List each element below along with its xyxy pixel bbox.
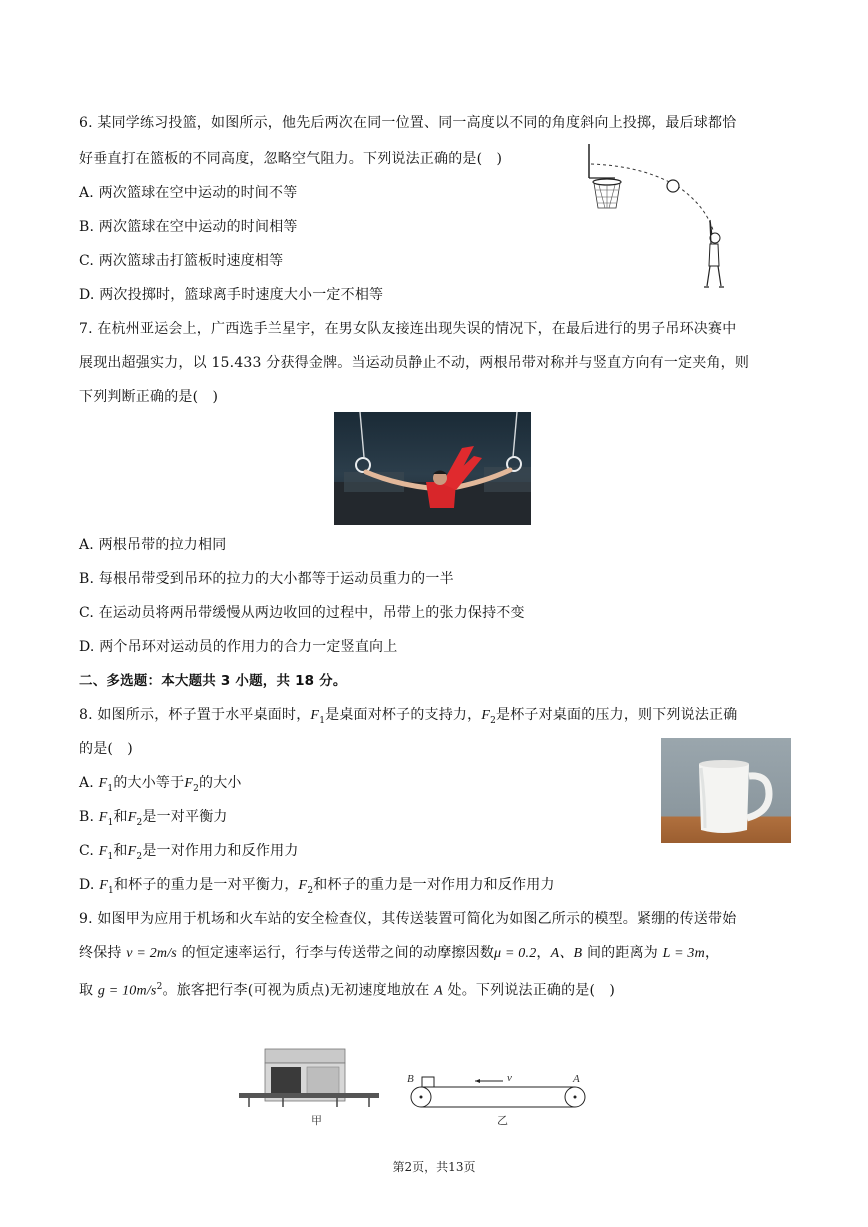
- security-scanner-figure: [237, 1045, 382, 1113]
- q7-option-a: A. 两根吊带的拉力相同: [79, 537, 227, 553]
- q7-option-c: C. 在运动员将两吊带缓慢从两边收回的过程中，吊带上的张力保持不变: [79, 605, 525, 621]
- q7-stem-line-1: 7. 在杭州亚运会上，广西选手兰星宇，在男女队友接连出现失误的情况下，在最后进行的男子吊环决赛中: [79, 321, 737, 337]
- q8-option-a: A. $F_1$的大小等于$F_2$的大小: [79, 775, 242, 794]
- q9-stem-line-1: 9. 如图甲为应用于机场和火车站的安全检查仪，其传送装置可简化为如图乙所示的模型。紧绷的传送带始: [79, 911, 737, 927]
- q6-option-a: A. 两次篮球在空中运动的时间不等: [79, 185, 298, 201]
- q7-stem-line-2: 展现出超强实力，以 15.433 分获得金牌。当运动员静止不动，两根吊带对称并与竖直方向有一定夹角，则: [79, 355, 750, 371]
- q9-stem-line-3: 取 $g = 10m/s^2$。旅客把行李(可视为质点)无初速度地放在 A 处。下列说法正确的是( ): [79, 982, 616, 999]
- q6-stem-line-1: 6. 某同学练习投篮，如图所示，他先后两次在同一位置、同一高度以不同的角度斜向上投掷，最后球都恰: [79, 115, 737, 131]
- basketball-diagram: [585, 140, 735, 300]
- label-point-a: A: [573, 1073, 580, 1085]
- label-velocity-v: v: [507, 1072, 512, 1084]
- page-number-footer: 第2页，共13页: [392, 1160, 476, 1174]
- q6-option-c: C. 两次篮球击打篮板时速度相等: [79, 253, 284, 269]
- q6-option-d: D. 两次投掷时，篮球离手时速度大小一定不相等: [79, 287, 384, 303]
- q6-stem-line-2: 好垂直打在篮板的不同高度，忽略空气阻力。下列说法正确的是( ): [79, 151, 503, 167]
- q8-option-c: C. $F_1$和$F_2$是一对作用力和反作用力: [79, 843, 299, 862]
- q7-stem-line-3: 下列判断正确的是( ): [79, 389, 219, 405]
- q7-option-b: B. 每根吊带受到吊环的拉力的大小都等于运动员重力的一半: [79, 571, 454, 587]
- label-point-b: B: [407, 1073, 414, 1085]
- gymnast-rings-photo: [334, 412, 531, 525]
- section-title-multiple-choice: 二、多选题：本大题共 3 小题，共 18 分。: [79, 673, 347, 689]
- figure-label-yi: 乙: [497, 1114, 508, 1127]
- q8-stem-line-1: 8. 如图所示，杯子置于水平桌面时，$F_1$是桌面对杯子的支持力，$F_2$是杯子对桌面的压力，则下列说法正确: [79, 707, 738, 726]
- q6-option-b: B. 两次篮球在空中运动的时间相等: [79, 219, 298, 235]
- q8-option-d: D. $F_1$和杯子的重力是一对平衡力，$F_2$和杯子的重力是一对作用力和反作用力: [79, 877, 555, 896]
- q8-stem-line-2: 的是( ): [79, 741, 133, 757]
- q9-stem-line-2: 终保持 v = 2m/s 的恒定速率运行，行李与传送带之间的动摩擦因数μ = 0.2，A、B 间的距离为 L = 3m，: [79, 945, 720, 961]
- conveyor-belt-diagram: [405, 1072, 590, 1112]
- q7-option-d: D. 两个吊环对运动员的作用力的合力一定竖直向上: [79, 639, 398, 655]
- q8-option-b: B. $F_1$和$F_2$是一对平衡力: [79, 809, 228, 828]
- figure-label-jia: 甲: [311, 1114, 322, 1127]
- mug-on-table-photo: [661, 738, 791, 843]
